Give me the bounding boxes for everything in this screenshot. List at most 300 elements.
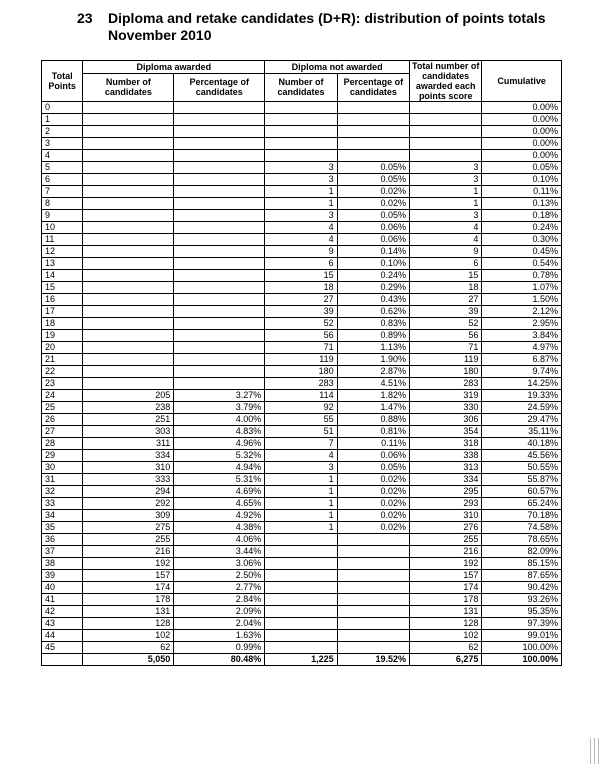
cell-total-number xyxy=(410,150,482,162)
cell-not-awarded-number xyxy=(265,114,337,126)
cell-not-awarded-percentage: 0.02% xyxy=(337,498,409,510)
cell-awarded-number xyxy=(83,246,174,258)
cell-points: 22 xyxy=(42,366,83,378)
cell-total-number xyxy=(410,114,482,126)
table-row xyxy=(42,582,562,594)
cell-awarded-number xyxy=(83,222,174,234)
cell-not-awarded-percentage xyxy=(337,642,409,654)
cell-cumulative: 97.39% xyxy=(482,618,562,630)
cell-total-number: 15 xyxy=(410,270,482,282)
cell-awarded-percentage xyxy=(174,126,265,138)
table-row xyxy=(42,150,562,162)
cell-awarded-percentage xyxy=(174,258,265,270)
cell-awarded-percentage: 4.00% xyxy=(174,414,265,426)
table-row xyxy=(42,426,562,438)
cell-awarded-number: 157 xyxy=(83,570,174,582)
cell-awarded-number xyxy=(83,318,174,330)
cell-awarded-percentage xyxy=(174,114,265,126)
cell-not-awarded-percentage: 2.87% xyxy=(337,366,409,378)
cell-points: 3 xyxy=(42,138,83,150)
cell-awarded-percentage: 2.77% xyxy=(174,582,265,594)
cell-not-awarded-number xyxy=(265,150,337,162)
cell-not-awarded-number: 114 xyxy=(265,390,337,402)
cell-total-number: 3 xyxy=(410,162,482,174)
table-row xyxy=(42,486,562,498)
cell-awarded-number xyxy=(83,150,174,162)
cell-awarded-percentage: 3.27% xyxy=(174,390,265,402)
cell-awarded-number: 275 xyxy=(83,522,174,534)
cell-cumulative: 1.07% xyxy=(482,282,562,294)
cell-total-number: 354 xyxy=(410,426,482,438)
cell-awarded-percentage: 4.69% xyxy=(174,486,265,498)
table-row xyxy=(42,354,562,366)
cell-not-awarded-percentage: 0.05% xyxy=(337,162,409,174)
cell-points: 29 xyxy=(42,450,83,462)
table-row xyxy=(42,522,562,534)
cell-awarded-percentage xyxy=(174,222,265,234)
table-row xyxy=(42,126,562,138)
cell-awarded-percentage xyxy=(174,102,265,114)
cell-not-awarded-percentage: 0.43% xyxy=(337,294,409,306)
header-not-awarded-percentage: Percentage of candidates xyxy=(337,73,409,101)
cell-not-awarded-percentage: 0.02% xyxy=(337,474,409,486)
cell-total-number: 334 xyxy=(410,474,482,486)
cell-awarded-number xyxy=(83,198,174,210)
cell-awarded-percentage xyxy=(174,294,265,306)
table-row xyxy=(42,282,562,294)
cell-points: 26 xyxy=(42,414,83,426)
table-row xyxy=(42,390,562,402)
cell-awarded-number: 238 xyxy=(83,402,174,414)
cell-awarded-percentage xyxy=(174,162,265,174)
cell-total-number: 180 xyxy=(410,366,482,378)
total-cell-awarded-number: 5,050 xyxy=(83,654,174,666)
cell-not-awarded-percentage: 0.11% xyxy=(337,438,409,450)
cell-points: 9 xyxy=(42,210,83,222)
cell-not-awarded-percentage xyxy=(337,630,409,642)
cell-not-awarded-number: 180 xyxy=(265,366,337,378)
cell-not-awarded-number: 6 xyxy=(265,258,337,270)
cell-cumulative: 40.18% xyxy=(482,438,562,450)
cell-not-awarded-percentage xyxy=(337,558,409,570)
cell-points: 17 xyxy=(42,306,83,318)
cell-not-awarded-percentage xyxy=(337,606,409,618)
cell-total-number: 52 xyxy=(410,318,482,330)
cell-not-awarded-percentage: 0.06% xyxy=(337,450,409,462)
cell-awarded-number: 62 xyxy=(83,642,174,654)
cell-not-awarded-number xyxy=(265,546,337,558)
cell-points: 15 xyxy=(42,282,83,294)
cell-awarded-percentage xyxy=(174,342,265,354)
cell-not-awarded-number: 4 xyxy=(265,450,337,462)
cell-total-number: 39 xyxy=(410,306,482,318)
cell-awarded-percentage: 2.04% xyxy=(174,618,265,630)
cell-awarded-number xyxy=(83,330,174,342)
cell-points: 41 xyxy=(42,594,83,606)
cell-points: 30 xyxy=(42,462,83,474)
cell-points: 11 xyxy=(42,234,83,246)
header-awarded-percentage: Percentage of candidates xyxy=(174,73,265,101)
cell-not-awarded-percentage xyxy=(337,126,409,138)
cell-total-number: 62 xyxy=(410,642,482,654)
cell-cumulative: 95.35% xyxy=(482,606,562,618)
table-row xyxy=(42,378,562,390)
cell-awarded-percentage xyxy=(174,330,265,342)
cell-points: 45 xyxy=(42,642,83,654)
header-diploma-not-awarded: Diploma not awarded xyxy=(265,61,410,74)
cell-not-awarded-percentage: 1.82% xyxy=(337,390,409,402)
cell-awarded-percentage: 4.65% xyxy=(174,498,265,510)
cell-not-awarded-percentage: 0.89% xyxy=(337,330,409,342)
cell-cumulative: 6.87% xyxy=(482,354,562,366)
cell-not-awarded-number: 119 xyxy=(265,354,337,366)
cell-not-awarded-number: 4 xyxy=(265,222,337,234)
cell-awarded-percentage: 5.32% xyxy=(174,450,265,462)
cell-not-awarded-number: 51 xyxy=(265,426,337,438)
cell-awarded-number: 292 xyxy=(83,498,174,510)
cell-not-awarded-percentage xyxy=(337,138,409,150)
cell-total-number: 9 xyxy=(410,246,482,258)
cell-cumulative: 0.24% xyxy=(482,222,562,234)
table-row xyxy=(42,138,562,150)
cell-total-number: 306 xyxy=(410,414,482,426)
cell-not-awarded-percentage: 0.83% xyxy=(337,318,409,330)
cell-cumulative: 87.65% xyxy=(482,570,562,582)
table-row xyxy=(42,318,562,330)
cell-not-awarded-number: 71 xyxy=(265,342,337,354)
total-label-cell xyxy=(42,654,83,666)
table-row xyxy=(42,162,562,174)
cell-cumulative: 2.95% xyxy=(482,318,562,330)
cell-not-awarded-percentage xyxy=(337,594,409,606)
cell-points: 40 xyxy=(42,582,83,594)
cell-points: 34 xyxy=(42,510,83,522)
cell-not-awarded-number xyxy=(265,606,337,618)
cell-awarded-percentage xyxy=(174,378,265,390)
cell-awarded-number: 334 xyxy=(83,450,174,462)
cell-awarded-percentage: 4.92% xyxy=(174,510,265,522)
table-row xyxy=(42,438,562,450)
table-row xyxy=(42,510,562,522)
table-row xyxy=(42,498,562,510)
cell-not-awarded-percentage: 0.62% xyxy=(337,306,409,318)
table-row xyxy=(42,306,562,318)
table-row xyxy=(42,402,562,414)
cell-points: 18 xyxy=(42,318,83,330)
cell-points: 0 xyxy=(42,102,83,114)
cell-not-awarded-number: 3 xyxy=(265,210,337,222)
total-cell-total-number: 6,275 xyxy=(410,654,482,666)
cell-points: 36 xyxy=(42,534,83,546)
cell-total-number: 178 xyxy=(410,594,482,606)
cell-points: 31 xyxy=(42,474,83,486)
table-row xyxy=(42,366,562,378)
cell-cumulative: 29.47% xyxy=(482,414,562,426)
page-title: Diploma and retake candidates (D+R): distribution of points totals November 2010 xyxy=(108,10,546,43)
cell-not-awarded-number xyxy=(265,642,337,654)
cell-not-awarded-number: 283 xyxy=(265,378,337,390)
cell-not-awarded-percentage: 1.90% xyxy=(337,354,409,366)
cell-awarded-number xyxy=(83,294,174,306)
cell-not-awarded-percentage: 0.29% xyxy=(337,282,409,294)
table-row xyxy=(42,294,562,306)
cell-cumulative: 45.56% xyxy=(482,450,562,462)
cell-awarded-number: 251 xyxy=(83,414,174,426)
cell-awarded-percentage: 4.38% xyxy=(174,522,265,534)
cell-cumulative: 0.30% xyxy=(482,234,562,246)
table-row xyxy=(42,450,562,462)
table-row xyxy=(42,102,562,114)
cell-not-awarded-number: 9 xyxy=(265,246,337,258)
cell-total-number: 71 xyxy=(410,342,482,354)
cell-awarded-percentage xyxy=(174,210,265,222)
cell-not-awarded-number: 52 xyxy=(265,318,337,330)
cell-not-awarded-number xyxy=(265,558,337,570)
cell-not-awarded-number: 1 xyxy=(265,186,337,198)
cell-not-awarded-percentage: 0.05% xyxy=(337,462,409,474)
header-cumulative: Cumulative xyxy=(482,61,562,102)
cell-not-awarded-number: 3 xyxy=(265,462,337,474)
cell-not-awarded-number xyxy=(265,630,337,642)
cell-points: 20 xyxy=(42,342,83,354)
cell-cumulative: 0.00% xyxy=(482,150,562,162)
cell-awarded-number: 131 xyxy=(83,606,174,618)
cell-not-awarded-number: 55 xyxy=(265,414,337,426)
cell-not-awarded-percentage xyxy=(337,114,409,126)
table-row xyxy=(42,174,562,186)
cell-not-awarded-percentage: 0.06% xyxy=(337,222,409,234)
cell-not-awarded-number: 1 xyxy=(265,522,337,534)
cell-cumulative: 0.00% xyxy=(482,126,562,138)
cell-total-number: 313 xyxy=(410,462,482,474)
cell-points: 42 xyxy=(42,606,83,618)
cell-awarded-number: 102 xyxy=(83,630,174,642)
cell-points: 6 xyxy=(42,174,83,186)
table-row xyxy=(42,222,562,234)
cell-awarded-percentage xyxy=(174,282,265,294)
cell-cumulative: 55.87% xyxy=(482,474,562,486)
cell-not-awarded-number: 7 xyxy=(265,438,337,450)
cell-total-number: 293 xyxy=(410,498,482,510)
cell-not-awarded-percentage: 0.02% xyxy=(337,186,409,198)
cell-points: 13 xyxy=(42,258,83,270)
cell-not-awarded-percentage xyxy=(337,582,409,594)
header-diploma-awarded: Diploma awarded xyxy=(83,61,265,74)
cell-cumulative: 2.12% xyxy=(482,306,562,318)
cell-points: 19 xyxy=(42,330,83,342)
cell-awarded-number xyxy=(83,354,174,366)
cell-total-number: 128 xyxy=(410,618,482,630)
table-row xyxy=(42,330,562,342)
cell-not-awarded-percentage: 0.14% xyxy=(337,246,409,258)
cell-not-awarded-number: 1 xyxy=(265,474,337,486)
cell-awarded-number: 128 xyxy=(83,618,174,630)
header-total-number: Total number of candidates awarded each points score xyxy=(410,61,482,102)
cell-awarded-percentage xyxy=(174,270,265,282)
cell-cumulative: 0.10% xyxy=(482,174,562,186)
cell-total-number: 1 xyxy=(410,186,482,198)
cell-awarded-number: 294 xyxy=(83,486,174,498)
cell-points: 16 xyxy=(42,294,83,306)
cell-cumulative: 19.33% xyxy=(482,390,562,402)
table-row xyxy=(42,210,562,222)
cell-awarded-percentage: 0.99% xyxy=(174,642,265,654)
cell-not-awarded-number xyxy=(265,102,337,114)
cell-not-awarded-percentage: 4.51% xyxy=(337,378,409,390)
cell-not-awarded-number: 1 xyxy=(265,498,337,510)
cell-total-number xyxy=(410,126,482,138)
cell-cumulative: 0.54% xyxy=(482,258,562,270)
header-total-points: Total Points xyxy=(42,61,83,102)
cell-awarded-number: 216 xyxy=(83,546,174,558)
cell-not-awarded-number: 1 xyxy=(265,198,337,210)
table-row xyxy=(42,618,562,630)
cell-total-number: 255 xyxy=(410,534,482,546)
cell-not-awarded-percentage: 0.02% xyxy=(337,198,409,210)
cell-awarded-number xyxy=(83,306,174,318)
cell-not-awarded-percentage: 0.05% xyxy=(337,174,409,186)
table-row xyxy=(42,114,562,126)
cell-points: 24 xyxy=(42,390,83,402)
cell-points: 2 xyxy=(42,126,83,138)
cell-not-awarded-percentage: 0.81% xyxy=(337,426,409,438)
cell-cumulative: 85.15% xyxy=(482,558,562,570)
cell-awarded-percentage: 3.79% xyxy=(174,402,265,414)
cell-cumulative: 9.74% xyxy=(482,366,562,378)
cell-cumulative: 74.58% xyxy=(482,522,562,534)
cell-not-awarded-number xyxy=(265,618,337,630)
cell-cumulative: 78.65% xyxy=(482,534,562,546)
cell-awarded-percentage xyxy=(174,366,265,378)
table-row xyxy=(42,246,562,258)
cell-total-number: 3 xyxy=(410,174,482,186)
cell-cumulative: 99.01% xyxy=(482,630,562,642)
table-row xyxy=(42,474,562,486)
cell-awarded-percentage xyxy=(174,234,265,246)
cell-total-number: 295 xyxy=(410,486,482,498)
cell-awarded-percentage: 5.31% xyxy=(174,474,265,486)
totals-row xyxy=(42,654,562,666)
cell-points: 7 xyxy=(42,186,83,198)
cell-awarded-number: 205 xyxy=(83,390,174,402)
cell-cumulative: 0.00% xyxy=(482,102,562,114)
cell-cumulative: 60.57% xyxy=(482,486,562,498)
cell-not-awarded-percentage: 1.13% xyxy=(337,342,409,354)
cell-total-number: 27 xyxy=(410,294,482,306)
cell-not-awarded-percentage xyxy=(337,150,409,162)
cell-awarded-number xyxy=(83,138,174,150)
cell-total-number: 119 xyxy=(410,354,482,366)
cell-awarded-percentage: 4.83% xyxy=(174,426,265,438)
cell-awarded-percentage xyxy=(174,198,265,210)
cell-awarded-number: 178 xyxy=(83,594,174,606)
cell-awarded-number xyxy=(83,174,174,186)
cell-awarded-number: 311 xyxy=(83,438,174,450)
cell-not-awarded-percentage: 0.02% xyxy=(337,510,409,522)
cell-not-awarded-number: 1 xyxy=(265,510,337,522)
table-row xyxy=(42,186,562,198)
cell-total-number: 319 xyxy=(410,390,482,402)
cell-points: 28 xyxy=(42,438,83,450)
cell-not-awarded-number: 3 xyxy=(265,174,337,186)
points-distribution-table xyxy=(41,60,562,666)
cell-not-awarded-number xyxy=(265,582,337,594)
cell-total-number: 174 xyxy=(410,582,482,594)
table-row xyxy=(42,630,562,642)
cell-awarded-percentage: 4.96% xyxy=(174,438,265,450)
table-row xyxy=(42,234,562,246)
cell-cumulative: 0.05% xyxy=(482,162,562,174)
scrollbar-grip[interactable] xyxy=(588,730,602,770)
cell-awarded-number xyxy=(83,342,174,354)
cell-total-number: 157 xyxy=(410,570,482,582)
cell-cumulative: 50.55% xyxy=(482,462,562,474)
cell-cumulative: 0.45% xyxy=(482,246,562,258)
cell-total-number: 276 xyxy=(410,522,482,534)
cell-not-awarded-percentage: 0.88% xyxy=(337,414,409,426)
cell-total-number: 318 xyxy=(410,438,482,450)
cell-awarded-number: 310 xyxy=(83,462,174,474)
cell-cumulative: 90.42% xyxy=(482,582,562,594)
cell-cumulative: 0.11% xyxy=(482,186,562,198)
cell-cumulative: 0.18% xyxy=(482,210,562,222)
cell-cumulative: 93.26% xyxy=(482,594,562,606)
table-row xyxy=(42,642,562,654)
cell-cumulative: 14.25% xyxy=(482,378,562,390)
cell-cumulative: 35.11% xyxy=(482,426,562,438)
total-cell-not-awarded-number: 1,225 xyxy=(265,654,337,666)
cell-not-awarded-percentage: 1.47% xyxy=(337,402,409,414)
cell-not-awarded-number: 15 xyxy=(265,270,337,282)
cell-not-awarded-number xyxy=(265,138,337,150)
cell-not-awarded-percentage: 0.02% xyxy=(337,486,409,498)
table-body xyxy=(42,102,562,666)
cell-cumulative: 0.00% xyxy=(482,114,562,126)
cell-not-awarded-number: 3 xyxy=(265,162,337,174)
cell-cumulative: 4.97% xyxy=(482,342,562,354)
cell-total-number: 6 xyxy=(410,258,482,270)
cell-points: 12 xyxy=(42,246,83,258)
cell-awarded-number xyxy=(83,270,174,282)
cell-points: 21 xyxy=(42,354,83,366)
cell-not-awarded-percentage xyxy=(337,102,409,114)
total-cell-not-awarded-percentage: 19.52% xyxy=(337,654,409,666)
cell-points: 4 xyxy=(42,150,83,162)
cell-not-awarded-number xyxy=(265,534,337,546)
cell-awarded-percentage: 2.84% xyxy=(174,594,265,606)
table-row xyxy=(42,462,562,474)
cell-total-number: 283 xyxy=(410,378,482,390)
cell-cumulative: 0.78% xyxy=(482,270,562,282)
cell-awarded-number xyxy=(83,258,174,270)
cell-points: 10 xyxy=(42,222,83,234)
cell-awarded-number: 255 xyxy=(83,534,174,546)
cell-points: 38 xyxy=(42,558,83,570)
table-row xyxy=(42,558,562,570)
cell-awarded-number xyxy=(83,378,174,390)
cell-cumulative: 0.00% xyxy=(482,138,562,150)
cell-cumulative: 100.00% xyxy=(482,642,562,654)
table-row xyxy=(42,342,562,354)
cell-not-awarded-number: 56 xyxy=(265,330,337,342)
cell-awarded-percentage xyxy=(174,246,265,258)
cell-awarded-number: 309 xyxy=(83,510,174,522)
cell-awarded-percentage: 4.94% xyxy=(174,462,265,474)
cell-total-number: 310 xyxy=(410,510,482,522)
cell-cumulative: 65.24% xyxy=(482,498,562,510)
cell-points: 27 xyxy=(42,426,83,438)
cell-not-awarded-number xyxy=(265,570,337,582)
